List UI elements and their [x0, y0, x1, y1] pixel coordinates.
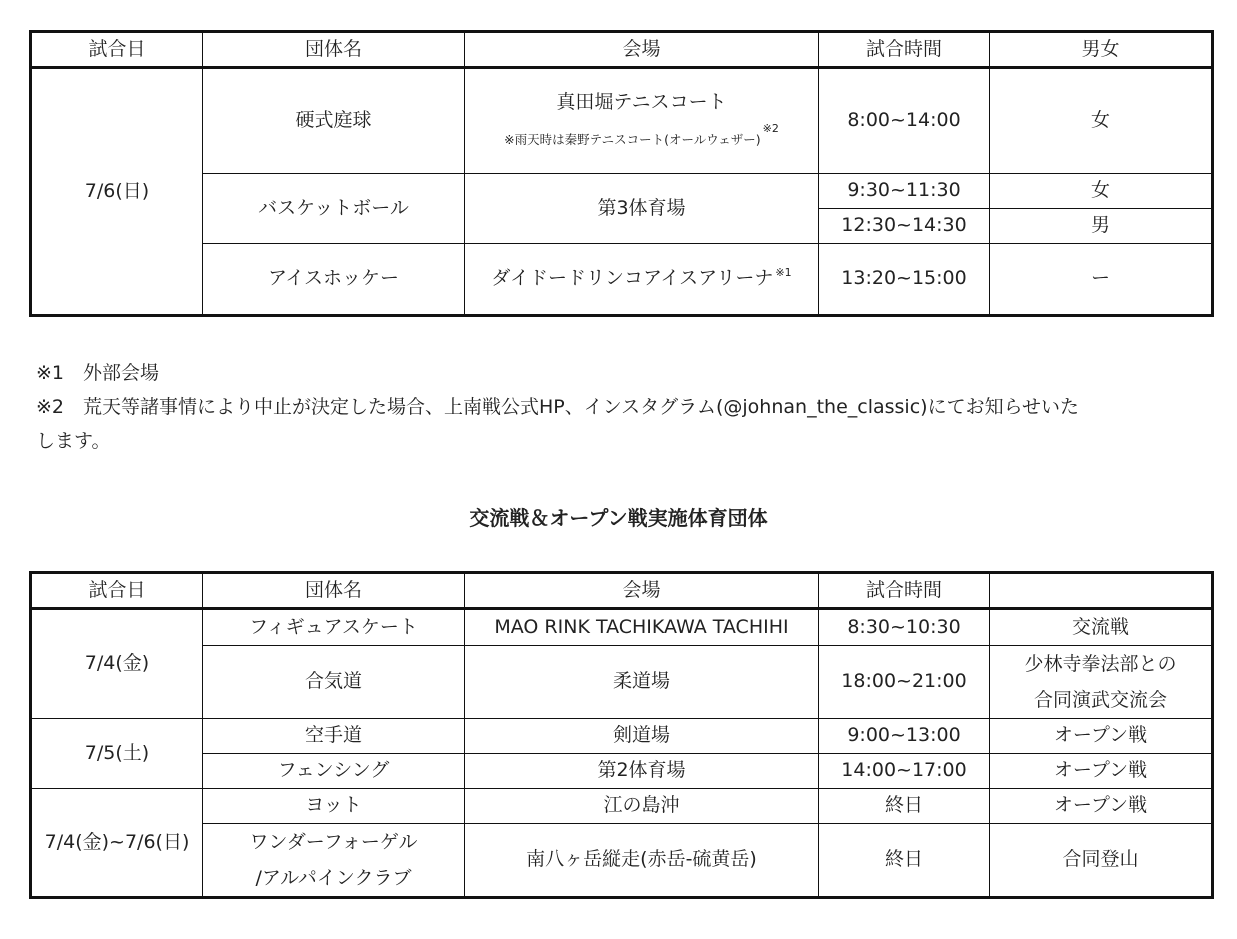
- header-team: 団体名: [203, 32, 465, 68]
- match-time-cell: 8:00~14:00: [819, 68, 990, 174]
- match-time-cell: 9:00~13:00: [819, 719, 990, 754]
- venue-cell: 剣道場: [465, 719, 819, 754]
- venue-name: ダイドードリンコアイスアリーナ: [491, 267, 774, 290]
- table-header-row: [31, 573, 1213, 609]
- match-time-cell: 12:30~14:30: [819, 209, 990, 244]
- footnote-mark: ※1: [775, 266, 792, 280]
- venue-name: 真田堀テニスコート: [556, 91, 727, 114]
- header-date: 試合日: [31, 573, 203, 609]
- table-row: [31, 244, 1213, 316]
- gender-cell: ー: [990, 244, 1213, 316]
- header-team: 団体名: [203, 573, 465, 609]
- team-name-cell: バスケットボール: [203, 174, 465, 244]
- header-type: [990, 573, 1213, 609]
- venue-cell: MAO RINK TACHIKAWA TACHIHI: [465, 609, 819, 646]
- team-name-line: /アルパインクラブ: [255, 867, 412, 889]
- team-name-cell: フィギュアスケート: [203, 609, 465, 646]
- footnote-2-continued: します。: [36, 430, 111, 452]
- venue-cell: [465, 68, 819, 174]
- match-type-line: 合同演武交流会: [1033, 689, 1167, 711]
- gender-cell: 女: [990, 174, 1213, 209]
- match-type-cell: 交流戦: [990, 609, 1213, 646]
- team-name-cell: [203, 824, 465, 898]
- header-gender: 男女: [990, 32, 1213, 68]
- match-type-cell: オープン戦: [990, 789, 1213, 824]
- match-date-cell: 7/5(土): [31, 719, 203, 789]
- match-type-cell: オープン戦: [990, 719, 1213, 754]
- gender-cell: 女: [990, 68, 1213, 174]
- header-time: 試合時間: [819, 32, 990, 68]
- venue-cell: 南八ヶ岳縦走(赤岳-硫黄岳): [465, 824, 819, 898]
- table-row: [31, 754, 1213, 789]
- header-venue: 会場: [465, 573, 819, 609]
- table-row: [31, 719, 1213, 754]
- gender-cell: 男: [990, 209, 1213, 244]
- venue-rain-note: [504, 122, 779, 147]
- match-time-cell: 14:00~17:00: [819, 754, 990, 789]
- venue-cell: 第2体育場: [465, 754, 819, 789]
- table-row: [31, 68, 1213, 174]
- footnote-2: ※2 荒天等諸事情により中止が決定した場合、上南戦公式HP、インスタグラム(@johnan_the_classic)にてお知らせいた: [36, 396, 1079, 418]
- team-name-cell: フェンシング: [203, 754, 465, 789]
- venue-cell: 江の島沖: [465, 789, 819, 824]
- match-type-cell: [990, 646, 1213, 719]
- header-date: 試合日: [31, 32, 203, 68]
- team-name-line: ワンダーフォーゲル: [249, 831, 418, 853]
- exchange-match-table: [29, 571, 1214, 899]
- match-time-cell: 終日: [819, 824, 990, 898]
- match-date-cell: 7/4(金): [31, 609, 203, 719]
- match-time-cell: 9:30~11:30: [819, 174, 990, 209]
- table-header-row: [31, 32, 1213, 68]
- match-type-cell: 合同登山: [990, 824, 1213, 898]
- match-time-cell: 終日: [819, 789, 990, 824]
- footnote-mark: ※2: [762, 122, 779, 135]
- table-row: [31, 609, 1213, 646]
- table-row: [31, 646, 1213, 719]
- venue-rain-note-text: ※雨天時は秦野テニスコート(オールウェザー): [504, 132, 761, 147]
- footnotes: [36, 356, 1206, 458]
- footnote-1: ※1 外部会場: [36, 362, 160, 384]
- venue-cell: 第3体育場: [465, 174, 819, 244]
- match-time-cell: 18:00~21:00: [819, 646, 990, 719]
- match-date-cell: 7/4(金)~7/6(日): [31, 789, 203, 898]
- match-date-cell: 7/6(日): [31, 68, 203, 316]
- section-title: 交流戦＆オープン戦実施体育団体: [469, 506, 768, 530]
- team-name-cell: ヨット: [203, 789, 465, 824]
- venue-cell: [465, 244, 819, 316]
- match-type-line: 少林寺拳法部との: [1024, 653, 1177, 675]
- sports-schedule-table: [29, 30, 1214, 317]
- match-time-cell: 13:20~15:00: [819, 244, 990, 316]
- match-time-cell: 8:30~10:30: [819, 609, 990, 646]
- team-name-cell: 合気道: [203, 646, 465, 719]
- team-name-cell: 硬式庭球: [203, 68, 465, 174]
- match-type-cell: オープン戦: [990, 754, 1213, 789]
- team-name-cell: 空手道: [203, 719, 465, 754]
- table-row: [31, 174, 1213, 209]
- table-row: [31, 824, 1213, 898]
- venue-cell: 柔道場: [465, 646, 819, 719]
- header-time: 試合時間: [819, 573, 990, 609]
- header-venue: 会場: [465, 32, 819, 68]
- table-row: [31, 789, 1213, 824]
- team-name-cell: アイスホッケー: [203, 244, 465, 316]
